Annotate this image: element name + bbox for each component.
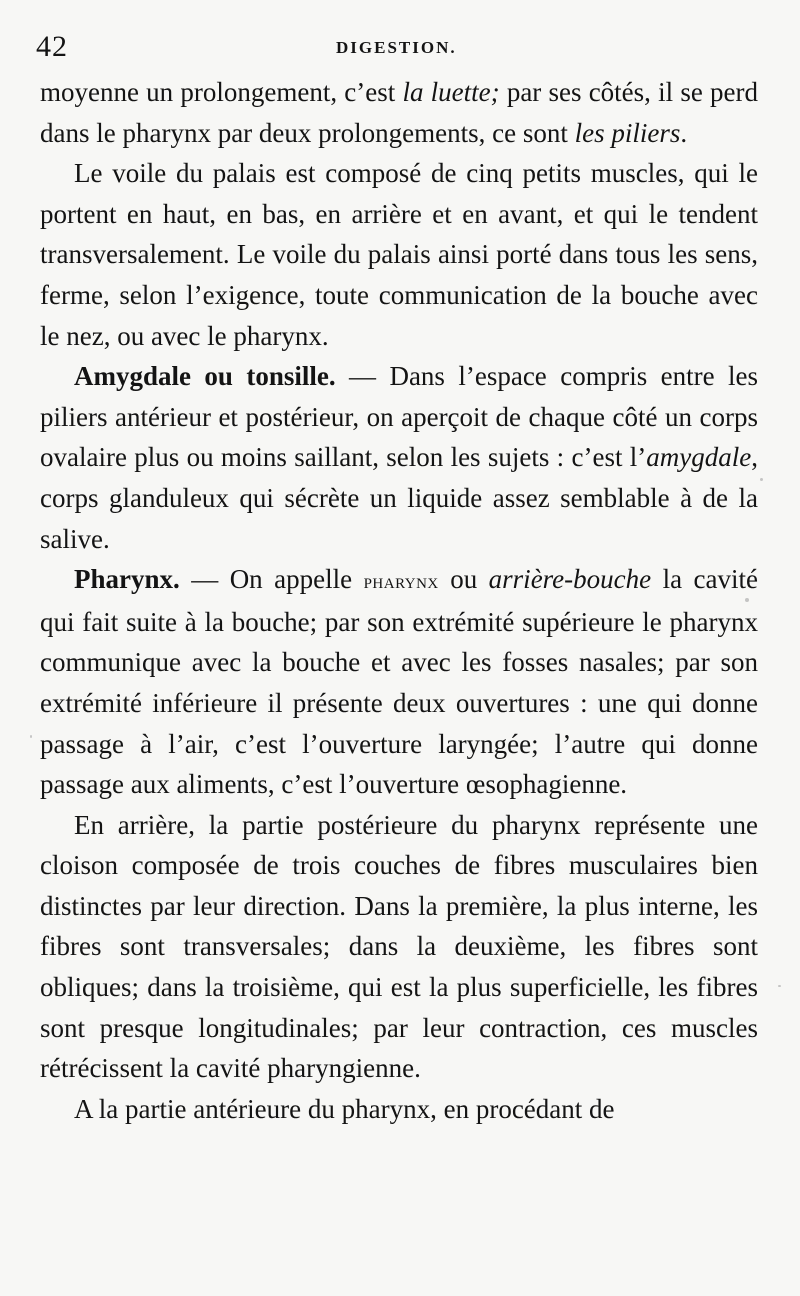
- text-run: la cavité qui fait suite à la bouche; par son extrémité supérieure le pharynx communique avec la bouche et avec les fosses nasales; par son extrémité inférieure il présente deux ouvertures : une qui donne passage à l’air, c’est l’ouverture laryngée; l’autre qui donne passage aux aliments, c’est l’ouverture œsophagienne.: [40, 564, 758, 800]
- text-run: , corps glanduleux qui sécrète un liquide assez semblable à de la salive.: [40, 442, 758, 554]
- paragraph: [40, 153, 758, 356]
- section-heading: Pharynx.: [74, 564, 180, 595]
- body-text: [40, 72, 758, 1129]
- text-run: — Dans l’espace compris entre les piliers antérieur et postérieur, on aperçoit de chaque côté un corps ovalaire plus ou moins saillant, selon les sujets : c’est l’: [40, 361, 758, 473]
- text-run: par ses côtés, il se perd dans le pharynx par deux prolongements, ce sont: [40, 77, 758, 148]
- scan-speck: [30, 735, 32, 738]
- text-run: amygdale: [646, 442, 752, 473]
- paragraph: [40, 805, 758, 1089]
- text-run: .: [680, 117, 688, 148]
- running-head: DIGESTION.: [336, 38, 457, 57]
- text-run: moyenne un prolongement, c’est: [40, 77, 403, 107]
- paragraph: [40, 1089, 758, 1130]
- page-number: 42: [36, 30, 68, 63]
- text-run: la luette;: [402, 77, 500, 107]
- text-run: les piliers: [574, 117, 681, 148]
- paragraph: [40, 356, 758, 559]
- scan-speck: [778, 985, 781, 987]
- paragraph: [40, 559, 758, 805]
- text-run: — On appelle: [179, 564, 364, 595]
- page-header: [36, 30, 760, 70]
- text-run: arrière-bouche: [488, 564, 652, 595]
- scan-speck: [760, 478, 763, 481]
- text-run: pharynx: [363, 568, 439, 594]
- section-heading: Amygdale ou tonsille.: [74, 361, 336, 392]
- scan-speck: [745, 598, 749, 602]
- paragraph: [40, 72, 758, 153]
- text-run: ou: [438, 564, 489, 595]
- text-run: Le voile du palais est composé de cinq petits muscles, qui le portent en haut, en bas, en arrière et en avant, et qui le tendent transversalement. Le voile du palais ainsi porté dans tous les sens, ferme, selon l’exigence, toute communication de la bouche avec le nez, ou avec le pharynx.: [40, 158, 758, 351]
- text-run: En arrière, la partie postérieure du pharynx représente une cloison composée de trois couches de fibres musculaires bien distinctes par leur direction. Dans la première, la plus interne, les fibres sont transversales; dans la deuxième, les fibres sont obliques; dans la troisième, qui est la plus superficielle, les fibres sont presque longitudinales; par leur contraction, ces muscles rétrécissent la cavité pharyngienne.: [40, 809, 758, 1084]
- text-run: A la partie antérieure du pharynx, en procédant de: [74, 1093, 615, 1124]
